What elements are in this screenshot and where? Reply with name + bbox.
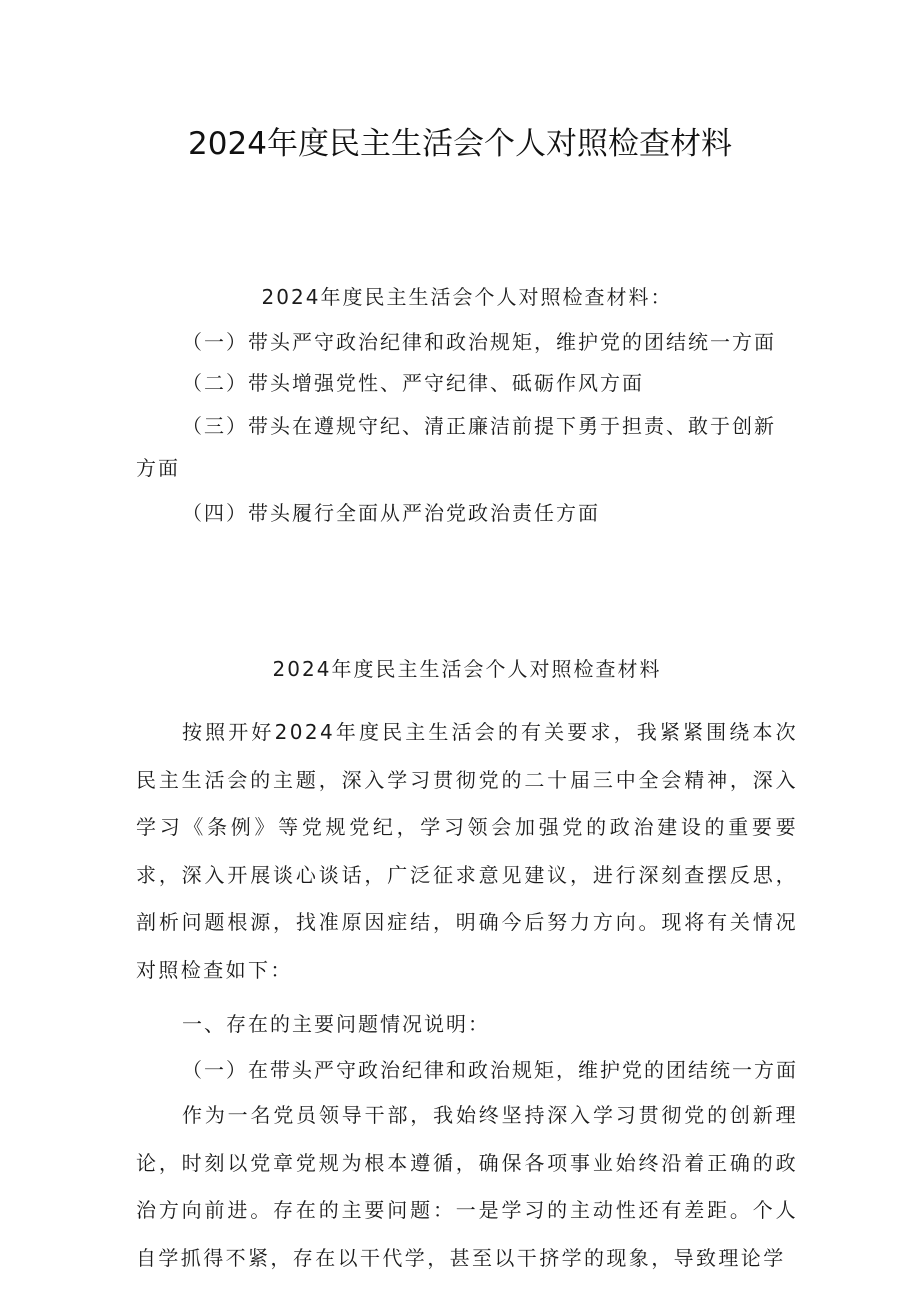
toc-heading: 2024年度民主生活会个人对照检查材料：	[261, 285, 673, 309]
toc-item-2: （二）带头增强党性、严守纪律、砥砺作风方面	[182, 371, 644, 395]
subsection-heading-one: （一）在带头严守政治纪律和政治规矩，维护党的团结统一方面	[182, 1058, 798, 1082]
section-heading-one: 一、存在的主要问题情况说明：	[182, 1012, 490, 1036]
document-title: 2024年度民主生活会个人对照检查材料	[188, 126, 732, 162]
toc-item-1: （一）带头严守政治纪律和政治规矩，维护党的团结统一方面	[182, 330, 776, 354]
paragraph-one: 作为一名党员领导干部，我始终坚持深入学习贯彻党的创新理论，时刻以党章党规为根本遵循，确保各项事业始终沿着正确的政治方向前进。存在的主要问题：一是学习的主动性还有差距。个人自学抓得不紧，存在以干代学，甚至以干挤学的现象，导致理论学	[136, 1103, 798, 1270]
toc-item-3: （三）带头在遵规守纪、清正廉洁前提下勇于担责、敢于创新方面	[136, 414, 776, 480]
toc-item-4: （四）带头履行全面从严治党政治责任方面	[182, 501, 600, 525]
intro-paragraph: 按照开好2024年度民主生活会的有关要求，我紧紧围绕本次民主生活会的主题，深入学习贯彻党的二十届三中全会精神，深入学习《条例》等党规党纪，学习领会加强党的政治建设的重要要求，深入开展谈心谈话，广泛征求意见建议，进行深刻查摆反思，剖析问题根源，找准原因症结，明确今后努力方向。现将有关情况对照检查如下：	[136, 720, 798, 982]
body-heading: 2024年度民主生活会个人对照检查材料	[272, 657, 662, 681]
